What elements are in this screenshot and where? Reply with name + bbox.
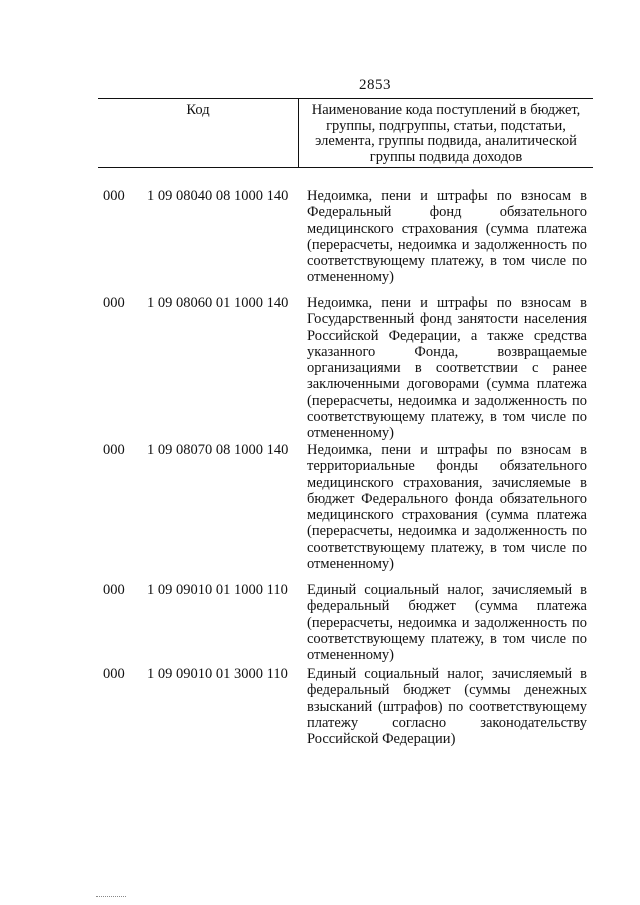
name-line: Единый социальный налог, зачисляемый в	[307, 666, 587, 682]
name-line: (перерасчеты, недоимка и задолженность по	[307, 236, 587, 253]
admin-code: 000	[103, 582, 125, 598]
scan-artifact	[96, 896, 126, 901]
name-line: платежу согласно законодательству	[307, 714, 587, 731]
name-line: отмененному)	[307, 647, 394, 664]
table-body	[0, 188, 640, 750]
revenue-name	[307, 188, 587, 286]
name-column-header: Наименование кода поступлений в бюджет, группы, подгруппы, статьи, подстатьи, элемента, группы подвида, аналитической группы подвида доходов	[311, 102, 581, 165]
table-row	[0, 442, 640, 582]
name-line: Недоимка, пени и штрафы по взносам в	[307, 442, 587, 458]
revenue-name	[307, 295, 587, 442]
name-line: (перерасчеты, недоимка и задолженность по	[307, 614, 587, 631]
name-line: Единый социальный налог, зачисляемый в	[307, 582, 587, 598]
admin-code: 000	[103, 188, 125, 204]
revenue-code: 1 09 08040 08 1000 140	[147, 188, 289, 204]
name-line: отмененному)	[307, 425, 394, 442]
name-line: (перерасчеты, недоимка и задолженность по	[307, 523, 587, 540]
name-line: взысканий (штрафов) по соответствующему	[307, 698, 587, 715]
name-line: отмененному)	[307, 556, 394, 573]
table-header	[98, 98, 593, 168]
name-line: отмененному)	[307, 269, 394, 286]
revenue-code: 1 09 08070 08 1000 140	[147, 442, 289, 458]
revenue-name	[307, 666, 587, 747]
name-line: медицинского страхования, зачисляемые в	[307, 474, 587, 491]
revenue-name	[307, 582, 587, 663]
admin-code: 000	[103, 666, 125, 682]
revenue-code: 1 09 09010 01 3000 110	[147, 666, 288, 682]
name-line: Государственный фонд занятости населения	[307, 311, 587, 328]
admin-code: 000	[103, 442, 125, 458]
name-line: соответствующему платежу, в том числе по	[307, 409, 587, 426]
name-line: указанного Фонда, возвращаемые	[307, 343, 587, 360]
name-line: территориальные фонды обязательного	[307, 458, 587, 475]
name-line: медицинского страхования (сумма платежа	[307, 507, 587, 524]
name-line: бюджет Федерального фонда обязательного	[307, 490, 587, 507]
name-line: (перерасчеты, недоимка и задолженность по	[307, 392, 587, 409]
revenue-code: 1 09 08060 01 1000 140	[147, 295, 289, 311]
code-column-header: Код	[98, 99, 299, 167]
name-line: Федеральный фонд обязательного	[307, 204, 587, 221]
name-line: заключенными договорами (сумма платежа	[307, 376, 587, 393]
name-line: Российской Федерации)	[307, 731, 456, 748]
name-line: организациями в соответствии с ранее	[307, 360, 587, 377]
table-row	[0, 295, 640, 442]
name-line: Недоимка, пени и штрафы по взносам в	[307, 188, 587, 204]
name-line: федеральный бюджет (сумма платежа	[307, 598, 587, 615]
name-line: медицинского страхования (сумма платежа	[307, 220, 587, 237]
name-line: соответствующему платежу, в том числе по	[307, 253, 587, 270]
page-number: 2853	[359, 77, 391, 93]
name-line: Российской Федерации, а также средства	[307, 327, 587, 344]
table-row	[0, 666, 640, 750]
table-row	[0, 582, 640, 666]
admin-code: 000	[103, 295, 125, 311]
table-row	[0, 188, 640, 295]
name-line: соответствующему платежу, в том числе по	[307, 539, 587, 556]
revenue-name	[307, 442, 587, 572]
name-line: Недоимка, пени и штрафы по взносам в	[307, 295, 587, 311]
name-line: федеральный бюджет (суммы денежных	[307, 682, 587, 699]
name-line: соответствующему платежу, в том числе по	[307, 630, 587, 647]
revenue-code: 1 09 09010 01 1000 110	[147, 582, 288, 598]
